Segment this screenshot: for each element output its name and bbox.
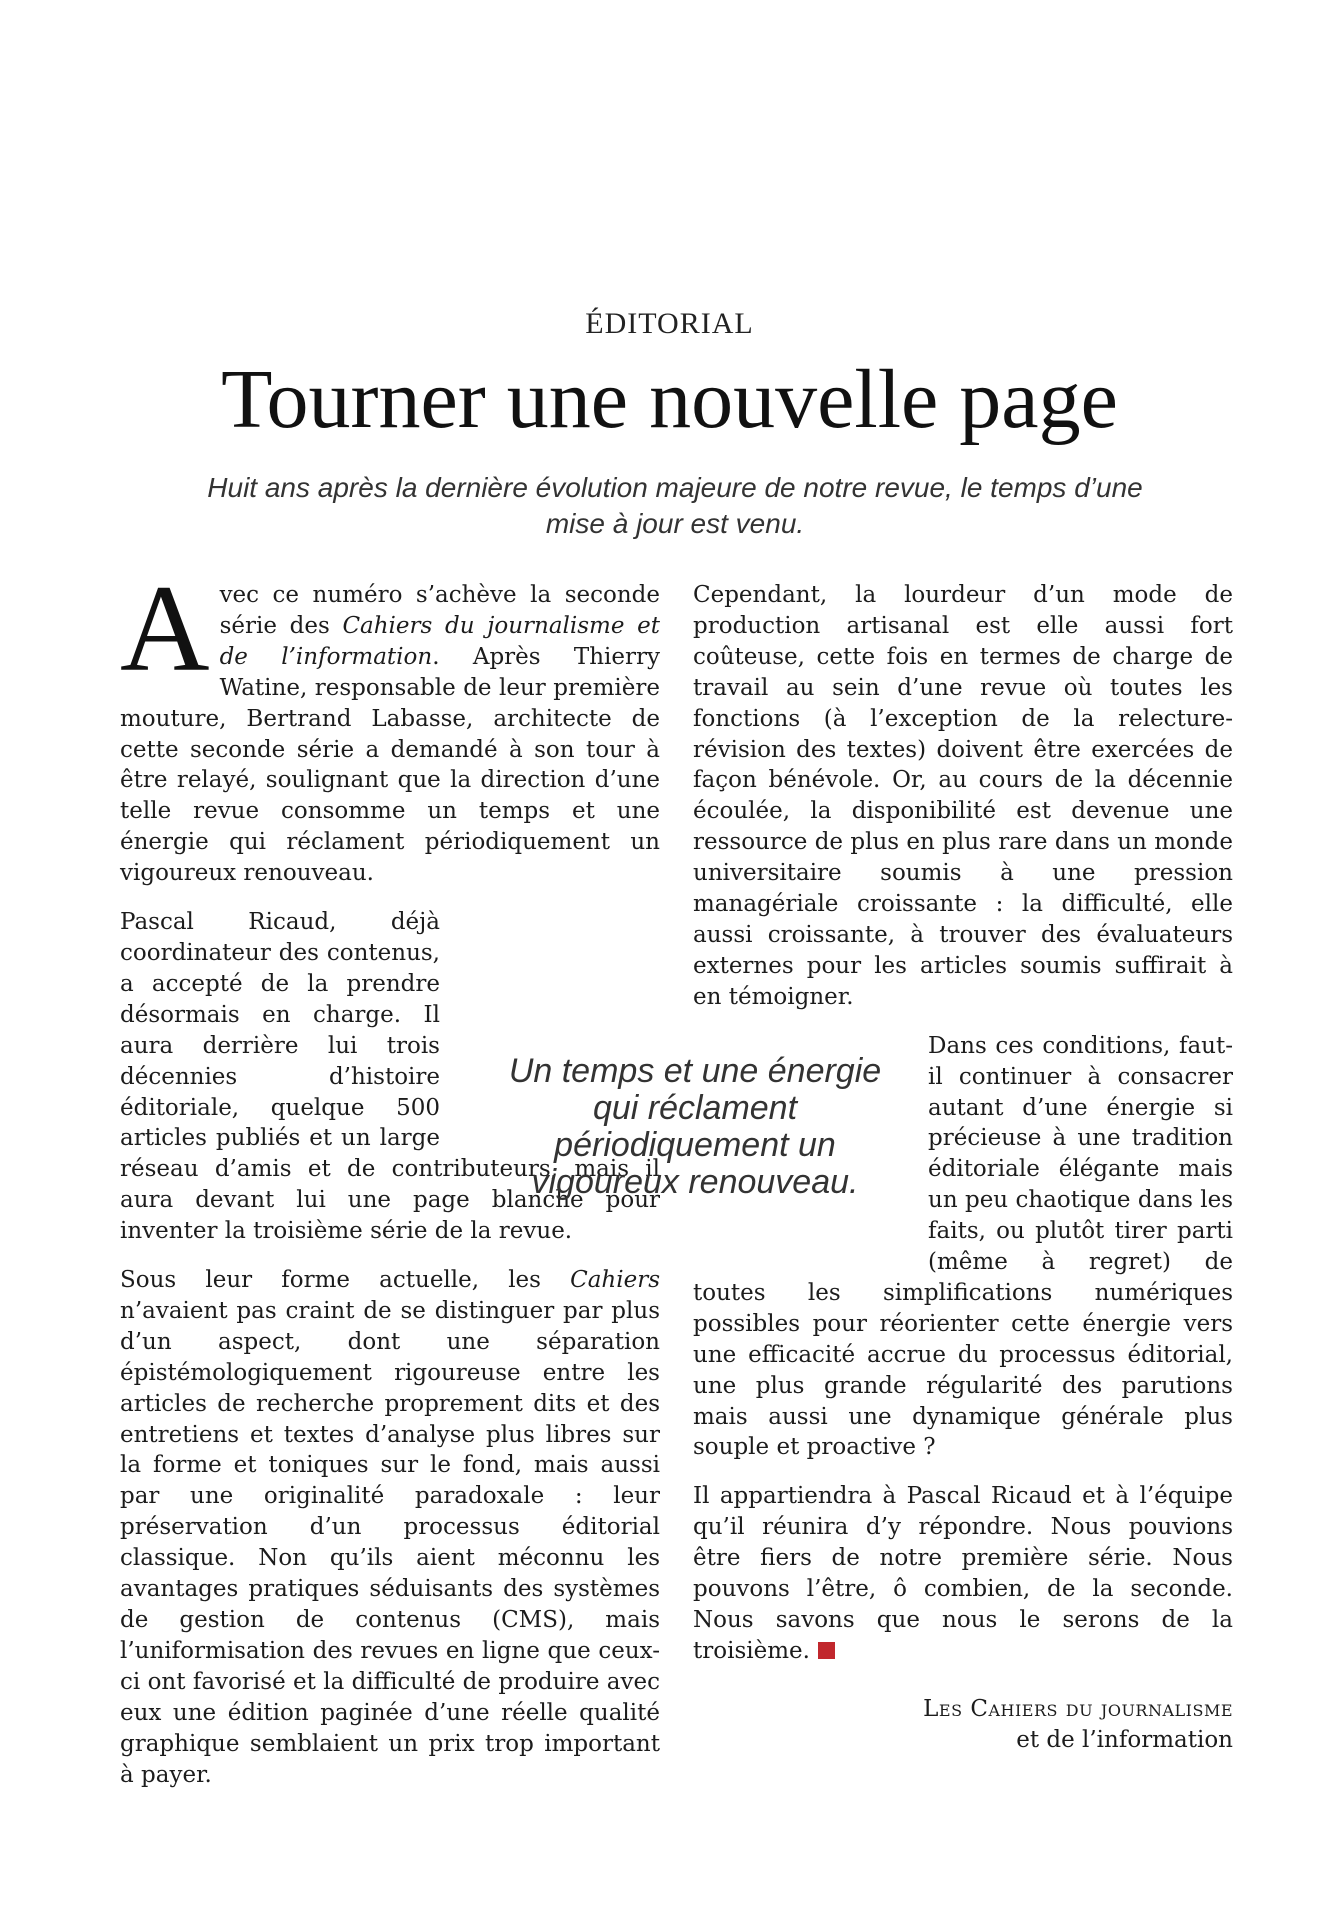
paragraph-5-text: Dans ces conditions, faut-il continuer à consacrer autant d’une énergie si précieuse à une tradition éditoriale élégante mais un peu chaotique dans les faits, ou plutôt tirer parti (même à regret) de toutes les simplifications numériques possibles pour réorienter cette énergie vers une efficacité accrue du processus éditorial, une plus grande régularité des parutions mais aussi une dynamique générale plus souple et proactive ?: [693, 1032, 1233, 1461]
cahiers-emphasis: Cahiers: [570, 1267, 660, 1294]
signature-line-2: et de l’information: [1016, 1727, 1233, 1753]
journal-title-emphasis: Cahiers du journalisme et de l’information: [219, 612, 660, 670]
paragraph-1-text-b: . Après Thierry Watine, responsable de leur première mouture, Bertrand Labasse, architecte de cette seconde série a demandé à son tour à être relayé, soulignant que la direction d’une telle revue consomme un temps et une énergie qui réclament périodiquement un vigoureux renouveau.: [120, 643, 661, 887]
signature: [793, 1694, 1233, 1756]
paragraph-6: [693, 1481, 1233, 1666]
paragraph-3: [120, 1265, 660, 1790]
section-kicker: ÉDITORIAL: [585, 307, 754, 340]
paragraph-4: Cependant, la lourdeur d’un mode de production artisanal est elle aussi fort coûteuse, cette fois en termes de charge de travail au sein d’une revue où toutes les fonctions (à l’exception de la relecture-révision des textes) doivent être exercées de façon bénévole. Or, au cours de la décennie écoulée, la disponibilité est devenue une ressource de plus en plus rare dans un monde universitaire soumis à une pression managériale croissante : la difficulté, elle aussi croissante, à trouver des évaluateurs externes pour les articles soumis suffirait à en témoigner.: [693, 582, 1233, 1010]
paragraph-1: [120, 560, 661, 889]
paragraph-1-text-a: vec ce numéro s’achève la seconde série des: [219, 582, 660, 639]
end-mark-icon: [818, 1642, 835, 1659]
paragraph-2-text: Pascal Ricaud, déjà coordinateur des contenus, a accepté de la prendre désormais en charge. Il aura derrière lui trois décennies d’histoire éditoriale, quelque 500 articles publiés et un large réseau d’amis et de contributeurs, mais il aura devant lui une page blanche pour inventer la troisième série de la revue.: [120, 909, 660, 1245]
signature-line-1: Les Cahiers du journalisme: [923, 1696, 1233, 1722]
paragraph-3-text-a: Sous leur forme actuelle, les: [120, 1267, 571, 1294]
article-subtitle: Huit ans après la dernière évolution majeure de notre revue, le temps d’une mise à jour est venu.: [207, 472, 1143, 539]
paragraph-6-text: Il appartiendra à Pascal Ricaud et à l’équipe qu’il réunira d’y répondre. Nous pouvions être fiers de notre première série. Nous pouvons l’être, ô combien, de la seconde. Nous savons que nous le serons de la troisième.: [693, 1483, 1233, 1664]
paragraph-3-text-b: n’avaient pas craint de se distinguer par plus d’un aspect, dont une séparation épistémologiquement rigoureuse entre les articles de recherche proprement dits et des entretiens et textes d’analyse plus libres sur la forme et toniques sur le fond, mais aussi par une originalité paradoxale : leur préservation d’un processus éditorial classique. Non qu’ils aient méconnu les avantages pratiques séduisants des systèmes de gestion de contenus (CMS), mais l’uniformisation des revues en ligne que ceux-ci ont favorisé et la difficulté de produire avec eux une édition paginée d’une réelle qualité graphique semblaient un prix trop important à payer.: [120, 1297, 660, 1788]
drop-cap: A: [120, 560, 210, 697]
pull-quote: Un temps et une énergie qui réclament périodiquement un vigoureux renouveau.: [508, 1052, 882, 1201]
article-title: Tourner une nouvelle page: [221, 353, 1118, 446]
